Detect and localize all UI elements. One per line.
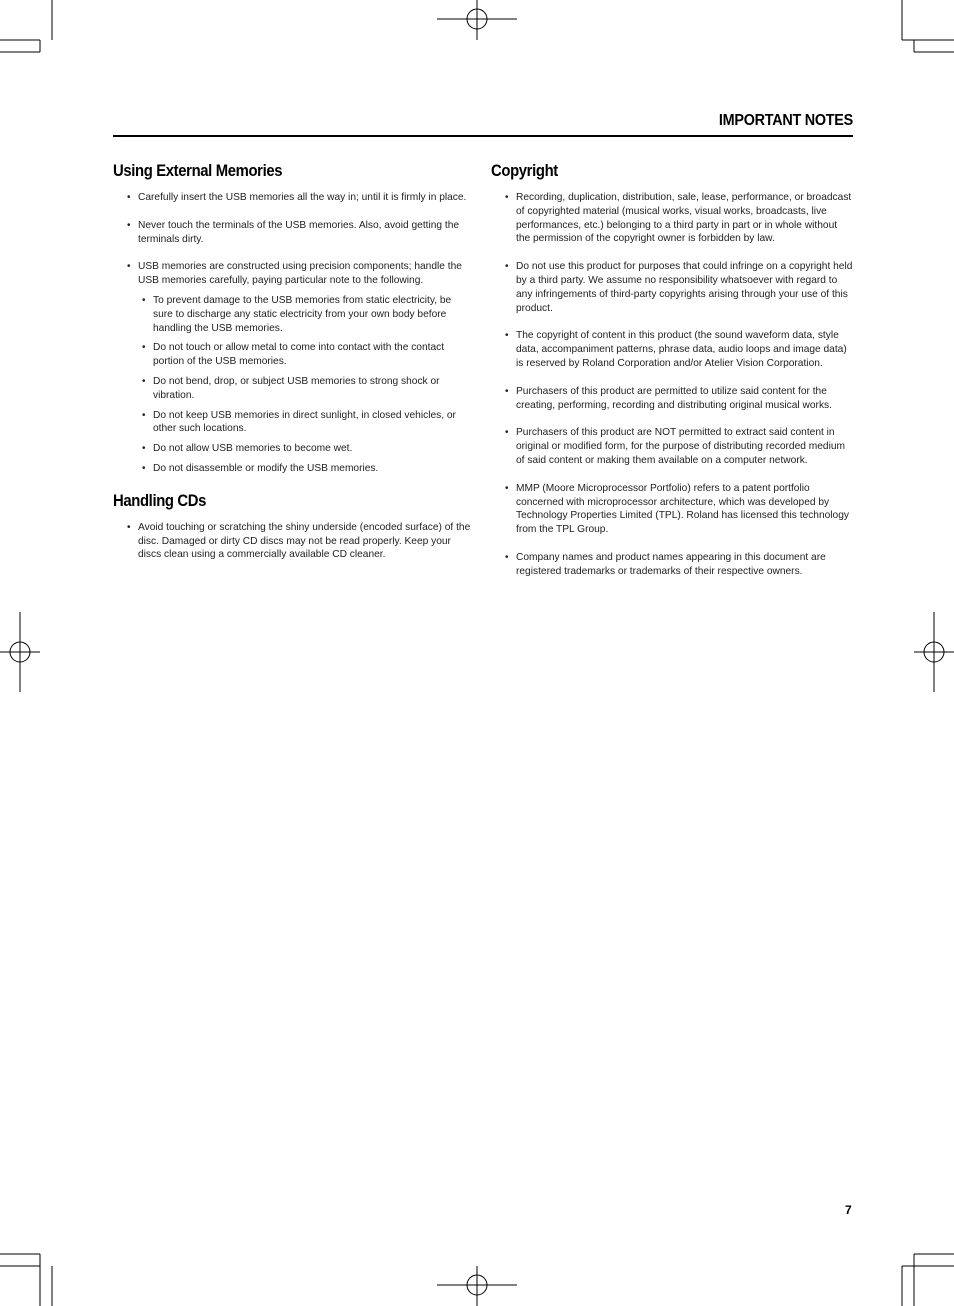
sub-list-item: • Do not touch or allow metal to come into contact with the contact portion of the USB memories.: [142, 342, 445, 368]
heading-using-external-memories: Using External Memories: [113, 162, 283, 180]
bullet-icon: •: [142, 342, 146, 354]
usb-list: [113, 191, 471, 476]
bullet-icon: •: [127, 219, 131, 231]
sub-list-item: • Do not disassemble or modify the USB memories.: [142, 462, 379, 474]
heading-copyright: Copyright: [491, 162, 558, 180]
bullet-icon: •: [142, 294, 146, 306]
list-item: • Avoid touching or scratching the shiny underside (encoded surface) of the disc. Damaged or dirty CD discs may not be read properly. Keep your discs clean using a commercially available CD cleaner.: [127, 521, 471, 561]
page-number: 7: [845, 1203, 852, 1217]
page-header-title: IMPORTANT NOTES: [718, 112, 853, 129]
cds-list: [113, 521, 471, 562]
usb-sublist: [138, 294, 471, 476]
bullet-icon: •: [505, 482, 509, 494]
right-column: [491, 162, 854, 579]
list-item: • Purchasers of this product are permitted to utilize said content for the creating, performing, recording and distributing original musical works.: [505, 385, 832, 411]
bullet-icon: •: [142, 375, 146, 387]
sub-list-item: • To prevent damage to the USB memories from static electricity, be sure to discharge any static electricity from your own body before handling the USB memories.: [142, 294, 452, 334]
copyright-list: [491, 191, 854, 579]
heading-handling-cds: Handling CDs: [113, 491, 207, 510]
sub-list-item: • Do not allow USB memories to become wet.: [142, 443, 353, 455]
bullet-icon: •: [505, 385, 509, 397]
bullet-icon: •: [142, 443, 146, 455]
bullet-icon: •: [127, 192, 131, 203]
list-item: • Never touch the terminals of the USB memories. Also, avoid getting the terminals dirty.: [127, 219, 460, 245]
sub-list-item: • Do not keep USB memories in direct sunlight, in closed vehicles, or other such locations.: [142, 409, 456, 435]
bullet-icon: •: [505, 330, 509, 342]
list-item: • The copyright of content in this product (the sound waveform data, style data, accompaniment patterns, phrase data, audio loops and image data) is reserved by Roland Corporation and/or Atelier Vision Corporation.: [505, 330, 847, 369]
bullet-icon: •: [505, 192, 509, 203]
list-item: • Recording, duplication, distribution, sale, lease, performance, or broadcast of copyrighted material (musical works, visual works, broadcasts, live performances, etc.) belonging to a third party in part or in whole without the permission of the copyright owner is forbidden by law.: [505, 192, 852, 245]
bullet-icon: •: [142, 462, 146, 474]
list-item: • Purchasers of this product are NOT permitted to extract said content in original or modified form, for the purpose of distributing recorded medium of said content or making them available on a computer network.: [505, 427, 845, 466]
list-item: • Carefully insert the USB memories all the way in; until it is firmly in place.: [127, 192, 467, 203]
list-item: • Company names and product names appearing in this document are registered trademarks or trademarks of their respective owners.: [505, 551, 826, 577]
bullet-icon: •: [127, 261, 131, 273]
bullet-icon: •: [142, 409, 146, 421]
bullet-icon: •: [505, 427, 509, 439]
list-item: • MMP (Moore Microprocessor Portfolio) refers to a patent portfolio concerned with microprocessor architecture, which was developed by Technology Properties Limited (TPL). Roland has licensed this technology from the TPL Group.: [505, 482, 849, 536]
bullet-icon: •: [505, 551, 509, 563]
sub-list-item: • Do not bend, drop, or subject USB memories to strong shock or vibration.: [142, 375, 440, 401]
list-item: • USB memories are constructed using precision components; handle the USB memories carefully, paying particular note to the following. • To prevent damage to the USB memories from static electricity, be sure to discharge any static electricity from your own body before handling the USB memories. • Do not touch or allow metal to come into contact with the contact portion of the USB memories. • Do not bend, drop, or subject USB memories to strong shock or vibration. • Do not keep USB memories in direct sunlight, in closed vehicles, or other such locations. • Do not allow USB memories to become wet. • Do not disassemble or modify the USB memories.: [113, 260, 471, 475]
bullet-icon: •: [127, 521, 131, 533]
list-item: • Do not use this product for purposes that could infringe on a copyright held by a third party. We assume no responsibility whatsoever with regard to any infringements of third-party copyrights arising through your use of this product.: [505, 261, 853, 314]
bullet-icon: •: [505, 261, 509, 273]
left-column: [113, 162, 471, 562]
header-rule: [113, 135, 853, 137]
